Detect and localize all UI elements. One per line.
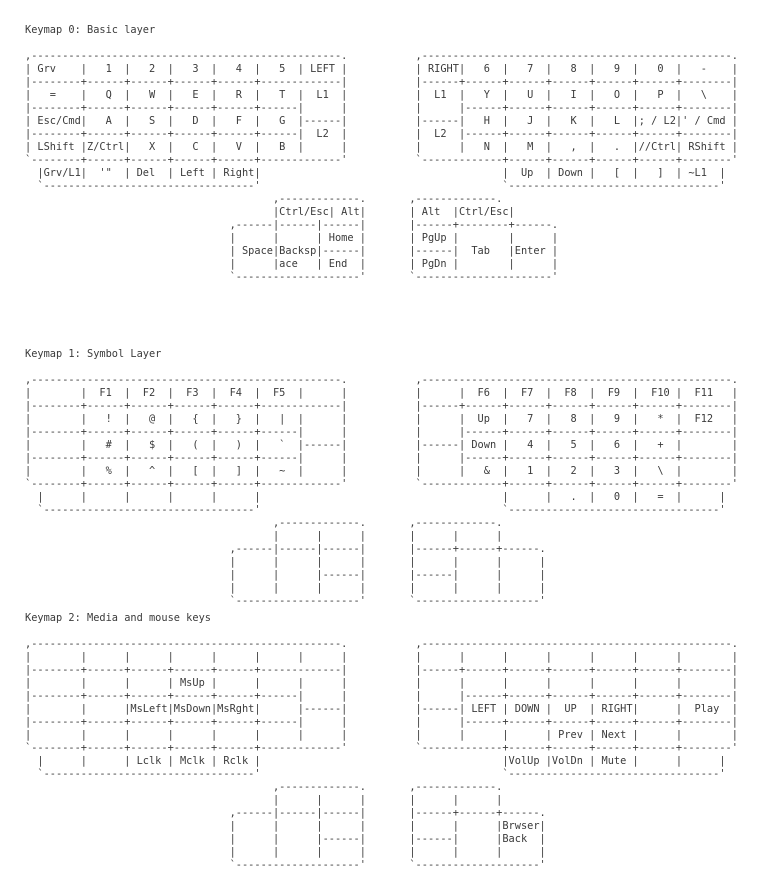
- keymap-2-section: [25, 612, 765, 872]
- keymap-2-title: Keymap 2: Media and mouse keys: [25, 612, 211, 624]
- keymap-1-ascii-art: ,--------------------------------------------------. ,--------------------------------------------------. | | F1 | F2 | F3 | F4 | F5 | | | | F6 | F7 | F8 | F9 | F10 | F11 | |--------+------+------+------+------+-------------| |------+------+------+------+------+------+--------| | | ! | @ | { | } | | | | | | Up | 7 | 8 | 9 | * | F12 | |--------+------+------+------+------+------| | | |------+------+------+------+------+--------| | | # | $ | ( | ) | ` |------| |------| Down | 4 | 5 | 6 | + | | |--------+------+------+------+------+------| | | |------+------+------+------+------+--------| | | % | ^ | [ | ] | ~ | | | | & | 1 | 2 | 3 | \ | | `--------+------+------+------+------+-------------' `-------------+------+------+------+------+--------' | | | | | | | | . | 0 | = | | `----------------------------------' `----------------------------------' ,-------------. ,-------------. | | | | | | ,------|------|------| |------+------+------. | | | | | | | | | | |------| |------| | | | | | | | | | | `--------------------' `--------------------': [25, 374, 738, 607]
- keymap-2-ascii-art: ,--------------------------------------------------. ,--------------------------------------------------. | | | | | | | | | | | | | | | | |--------+------+------+------+------+-------------| |------+------+------+------+------+------+--------| | | | | MsUp | | | | | | | | | | | | |--------+------+------+------+------+------| | | |------+------+------+------+------+--------| | | |MsLeft|MsDown|MsRght| |------| |------| LEFT | DOWN | UP | RIGHT| | Play | |--------+------+------+------+------+------| | | |------+------+------+------+------+--------| | | | | | | | | | | | | Prev | Next | | | `--------+------+------+------+------+-------------' `-------------+------+------+------+------+--------' | | | Lclk | Mclk | Rclk | |VolUp |VolDn | Mute | | | `----------------------------------' `----------------------------------' ,-------------. ,-------------. | | | | | | ,------|------|------| |------+------+------. | | | | | | |Brwser| | | |------| |------| |Back | | | | | | | | | `--------------------' `--------------------': [25, 638, 738, 871]
- keymap-0-title: Keymap 0: Basic layer: [25, 24, 156, 36]
- keymap-1-section: [25, 348, 765, 608]
- keymap-1-title: Keymap 1: Symbol Layer: [25, 348, 162, 360]
- keymap-0-ascii-art: ,--------------------------------------------------. ,--------------------------------------------------. | Grv | 1 | 2 | 3 | 4 | 5 | LEFT | | RIGHT| 6 | 7 | 8 | 9 | 0 | - | |--------+------+------+------+------+-------------| |------+------+------+------+------+------+--------| | = | Q | W | E | R | T | L1 | | L1 | Y | U | I | O | P | \ | |--------+------+------+------+------+------| | | |------+------+------+------+------+--------| | Esc/Cmd| A | S | D | F | G |------| |------| H | J | K | L |; / L2|' / Cmd | |--------+------+------+------+------+------| L2 | | L2 |------+------+------+------+------+--------| | LShift |Z/Ctrl| X | C | V | B | | | | N | M | , | . |//Ctrl| RShift | `--------+------+------+------+------+-------------' `-------------+------+------+------+------+--------' |Grv/L1| '" | Del | Left | Right| | Up | Down | [ | ] | ~L1 | `----------------------------------' `----------------------------------' ,-------------. ,-------------. |Ctrl/Esc| Alt| | Alt |Ctrl/Esc| ,------|------|------| |------+--------+------. | | | Home | | PgUp | | | | Space|Backsp|------| |------| Tab |Enter | | |ace | End | | PgDn | | | `--------------------' `----------------------': [25, 50, 738, 283]
- keymap-0-section: [25, 24, 765, 284]
